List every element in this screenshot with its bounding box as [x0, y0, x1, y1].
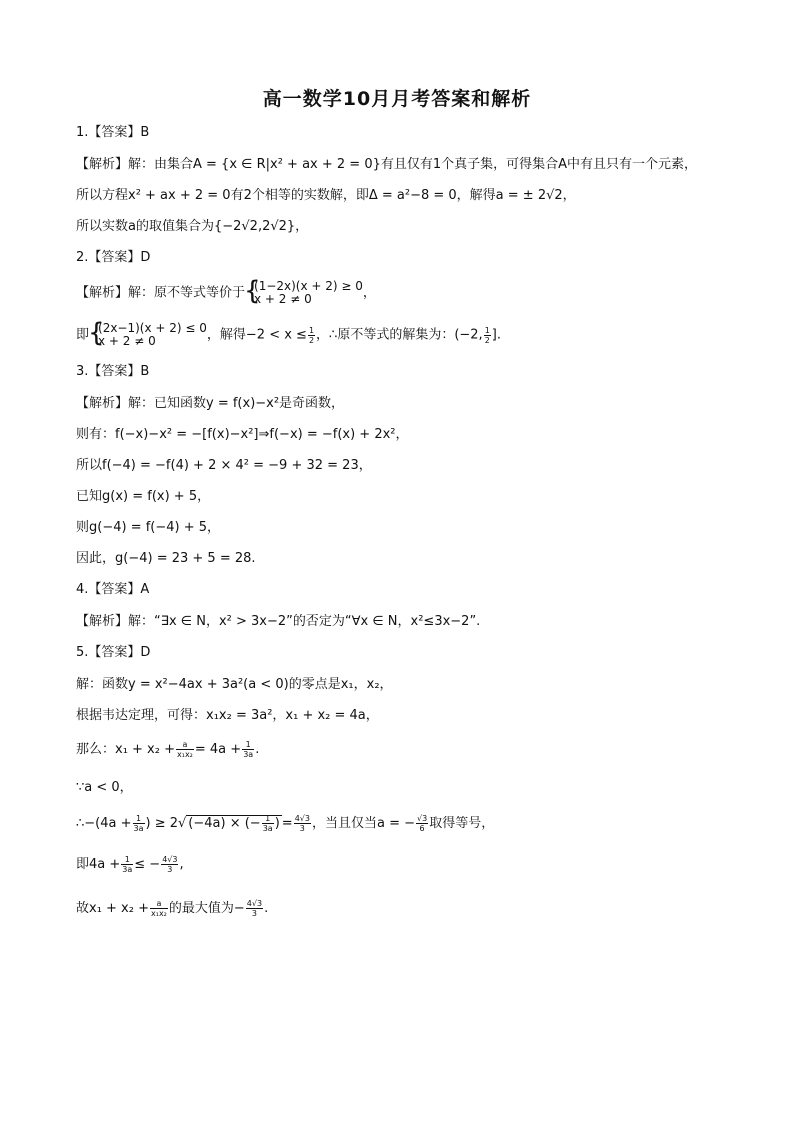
- analysis-3-line-2: 则有：f(−x)−x² = −[f(x)−x²]⇒f(−x) = −f(x) + 2x²，: [76, 427, 409, 442]
- fraction-numerator: 1: [242, 740, 254, 750]
- analysis-3-line-3: 所以f(−4) = −f(4) + 2 × 4² = −9 + 32 = 23，: [76, 458, 372, 473]
- fraction: [133, 814, 145, 833]
- text-segment: 即: [76, 327, 90, 343]
- analysis-5-line-2: 根据韦达定理，可得：x₁x₂ = 3a²，x₁ + x₂ = 4a，: [76, 708, 379, 723]
- inequality-system: [245, 280, 363, 306]
- fraction-numerator: 1: [121, 855, 133, 865]
- fraction-denominator: 2: [308, 335, 315, 345]
- analysis-1-line-2: 所以方程x² + ax + 2 = 0有2个相等的实数解，即Δ = a²−8 = 0，解得a = ± 2√2，: [76, 188, 576, 203]
- fraction-denominator: 3a: [122, 865, 133, 874]
- fraction-numerator: √3: [417, 814, 428, 823]
- analysis-2-line-1: [76, 280, 376, 306]
- fraction-numerator: 4√3: [162, 855, 178, 864]
- answer-3: 3.【答案】B: [76, 364, 150, 379]
- analysis-3-line-1: 【解析】解：已知函数y = f(x)−x²是奇函数，: [76, 396, 345, 411]
- text-segment: 故x₁ + x₂ +: [76, 901, 149, 916]
- analysis-5-line-1: 解：函数y = x²−4ax + 3a²(a < 0)的零点是x₁，x₂，: [76, 677, 393, 692]
- page-title: 高一数学10月月考答案和解析: [262, 88, 532, 110]
- analysis-5-line-4: ∵a < 0，: [76, 780, 133, 795]
- text-segment: ，解得−2 < x ≤: [206, 327, 307, 343]
- text-segment: 那么：x₁ + x₂ +: [76, 742, 175, 757]
- analysis-5-line-6: [76, 855, 184, 875]
- system-row: { (2x−1)(x + 2) ≤ 0: [98, 321, 207, 335]
- text-segment: ,: [179, 857, 184, 872]
- fraction-denominator: 3: [167, 865, 173, 874]
- text-segment: 的最大值为−: [168, 901, 245, 916]
- fraction-denominator: 3a: [262, 824, 273, 833]
- fraction-numerator: 1: [308, 325, 315, 335]
- fraction: [246, 899, 263, 918]
- text-segment: 取得等号，: [429, 816, 495, 831]
- answer-2: 2.【答案】D: [76, 250, 151, 265]
- analysis-2-line-2: [76, 322, 501, 348]
- analysis-1-line-1: 【解析】解：由集合A = {x ∈ R|x² + ax + 2 = 0}有且仅有1个真子集，可得集合A中有且只有一个元素，: [76, 157, 698, 172]
- answer-4: 4.【答案】A: [76, 582, 150, 597]
- fraction: [150, 899, 168, 918]
- fraction-denominator: x₁x₂: [151, 909, 167, 918]
- fraction-denominator: 3: [251, 909, 257, 918]
- fraction: [294, 814, 311, 833]
- fraction-denominator: 3a: [243, 750, 254, 759]
- fraction: [262, 814, 274, 833]
- fraction: [242, 740, 254, 759]
- fraction: [416, 814, 428, 833]
- fraction-numerator: 1: [484, 325, 490, 335]
- text-segment: 即4a +: [76, 857, 121, 872]
- text-segment: = 4a +: [194, 742, 242, 757]
- system-row: { (1−2x)(x + 2) ≥ 0: [254, 279, 363, 293]
- fraction-numerator: 4√3: [246, 899, 263, 908]
- inequality-system: [89, 322, 207, 348]
- analysis-3-line-6: 因此，g(−4) = 23 + 5 = 28.: [76, 551, 256, 566]
- fraction: [121, 855, 133, 874]
- analysis-5-line-3: [76, 740, 259, 760]
- fraction-denominator: 3: [299, 824, 305, 833]
- analysis-5-line-5: [76, 814, 494, 834]
- fraction-denominator: x₁x₂: [177, 750, 193, 759]
- text-segment: =: [281, 816, 293, 831]
- analysis-4-line-1: 【解析】解：“∃x ∈ N，x² > 3x−2”的否定为“∀x ∈ N，x²≤3x−2”.: [76, 614, 481, 629]
- sqrt-radical: √: [178, 816, 187, 831]
- sqrt-content: [186, 815, 281, 831]
- fraction: [308, 326, 315, 345]
- fraction-numerator: a: [176, 740, 194, 750]
- analysis-3-line-5: 则g(−4) = f(−4) + 5，: [76, 520, 221, 535]
- text-segment: ，当且仅当a = −: [311, 816, 415, 831]
- fraction: [176, 740, 194, 759]
- analysis-3-line-4: 已知g(x) = f(x) + 5，: [76, 489, 211, 504]
- text-segment: ) ≥ 2: [145, 816, 178, 831]
- text-segment: .: [255, 742, 260, 757]
- fraction-numerator: 1: [133, 814, 145, 824]
- text-segment: ，∴原不等式的解集为：(−2,: [316, 327, 483, 343]
- text-segment: .: [264, 901, 269, 916]
- text-segment: ].: [491, 327, 501, 343]
- text-segment: ): [274, 816, 280, 831]
- answer-1: 1.【答案】B: [76, 125, 150, 140]
- text-segment: 【解析】解：原不等式等价于: [76, 285, 246, 301]
- system-row: x + 2 ≠ 0: [254, 292, 312, 306]
- text-segment: ∴−(4a +: [76, 816, 132, 831]
- fraction-denominator: 3a: [133, 824, 144, 833]
- answer-5: 5.【答案】D: [76, 645, 151, 660]
- fraction-denominator: 2: [484, 335, 490, 345]
- fraction: [161, 855, 178, 874]
- system-row: x + 2 ≠ 0: [98, 334, 156, 348]
- fraction-numerator: 4√3: [294, 814, 310, 823]
- analysis-5-line-7: [76, 899, 268, 919]
- fraction-numerator: 1: [262, 814, 274, 824]
- analysis-1-line-3: 所以实数a的取值集合为{−2√2,2√2}，: [76, 219, 309, 234]
- fraction-numerator: a: [150, 899, 168, 909]
- text-segment: ≤ −: [134, 857, 161, 872]
- text-segment: (−4a) × (−: [188, 816, 261, 831]
- fraction: [484, 326, 491, 345]
- text-segment: ，: [362, 285, 376, 301]
- fraction-denominator: 6: [419, 824, 425, 833]
